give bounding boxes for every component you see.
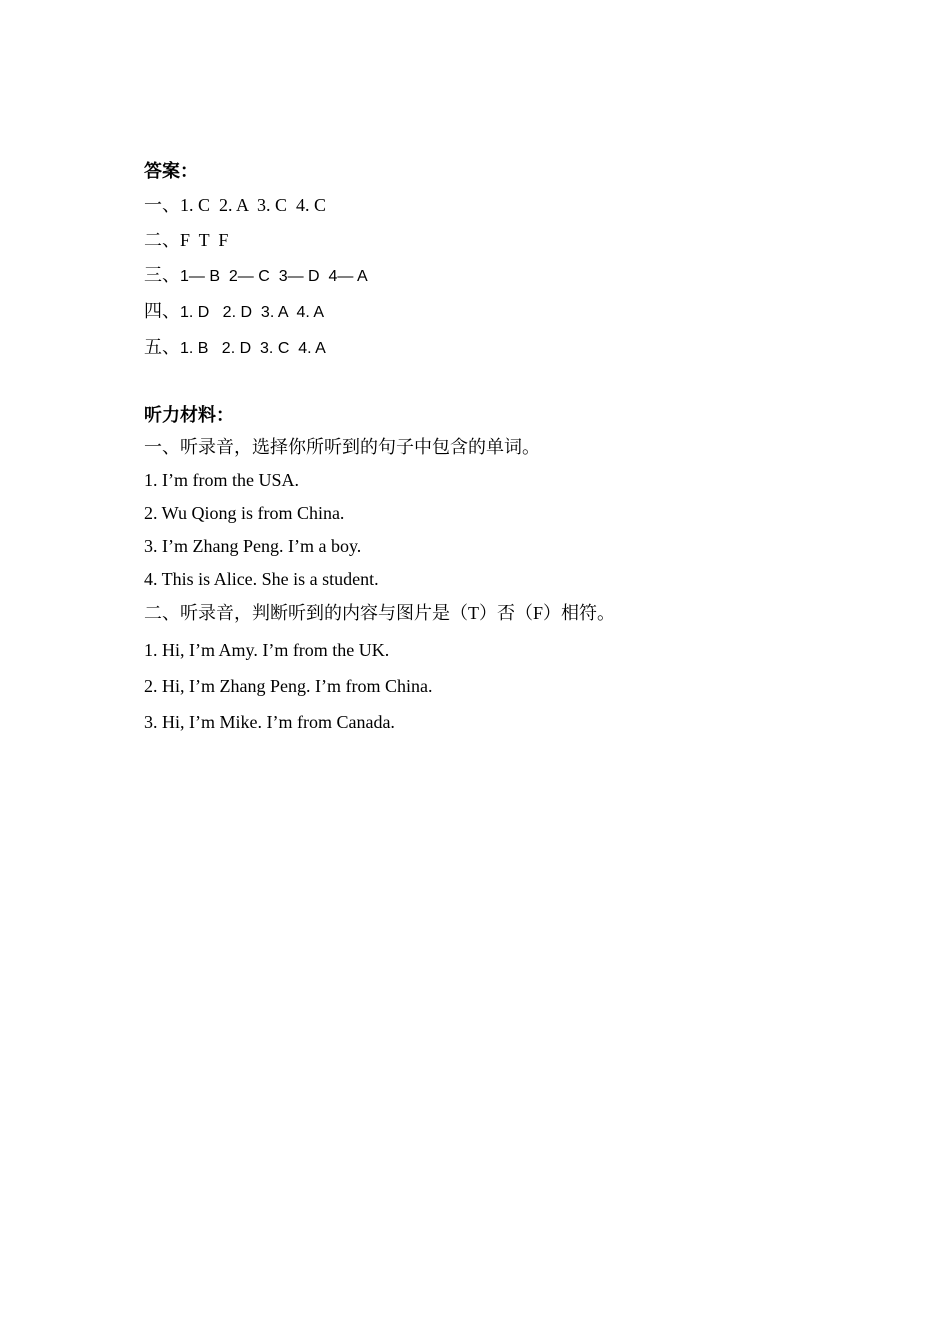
answer-content: 1— B 2— C 3— D 4— A bbox=[180, 268, 368, 285]
answer-line-1 bbox=[144, 194, 326, 216]
answer-line-2 bbox=[144, 229, 228, 251]
listening-heading: 听力材料： bbox=[144, 405, 234, 425]
answer-prefix: 四、 bbox=[144, 301, 180, 321]
answer-line-4 bbox=[144, 300, 324, 324]
listening-sentence: 4. This is Alice. She is a student. bbox=[144, 569, 379, 589]
answer-content: F T F bbox=[180, 230, 229, 250]
listening-sentence: 2. Wu Qiong is from China. bbox=[144, 503, 345, 523]
answer-prefix: 五、 bbox=[144, 337, 180, 357]
listening-sentence: 1. Hi, I’m Amy. I’m from the UK. bbox=[144, 640, 390, 660]
answer-prefix: 三、 bbox=[144, 265, 180, 285]
listening-sentence: 3. Hi, I’m Mike. I’m from Canada. bbox=[144, 712, 395, 732]
listening-sentence: 3. I’m Zhang Peng. I’m a boy. bbox=[144, 536, 362, 556]
answer-prefix: 一、 bbox=[144, 195, 180, 215]
answer-content: 1. B 2. D 3. C 4. A bbox=[180, 340, 326, 357]
answer-line-5 bbox=[144, 336, 326, 360]
answers-heading: 答案： bbox=[144, 161, 198, 181]
listening-sentence: 2. Hi, I’m Zhang Peng. I’m from China. bbox=[144, 676, 433, 696]
listening-sentence: 1. I’m from the USA. bbox=[144, 470, 299, 490]
listening-part2-instruction: 二、听录音，判断听到的内容与图片是（T）否（F）相符。 bbox=[144, 603, 616, 623]
answer-content: 1. D 2. D 3. A 4. A bbox=[180, 304, 325, 321]
listening-part1-instruction: 一、听录音，选择你所听到的句子中包含的单词。 bbox=[144, 437, 540, 457]
answer-line-3 bbox=[144, 264, 368, 288]
answer-content: 1. C 2. A 3. C 4. C bbox=[180, 195, 327, 215]
answer-prefix: 二、 bbox=[144, 230, 180, 250]
